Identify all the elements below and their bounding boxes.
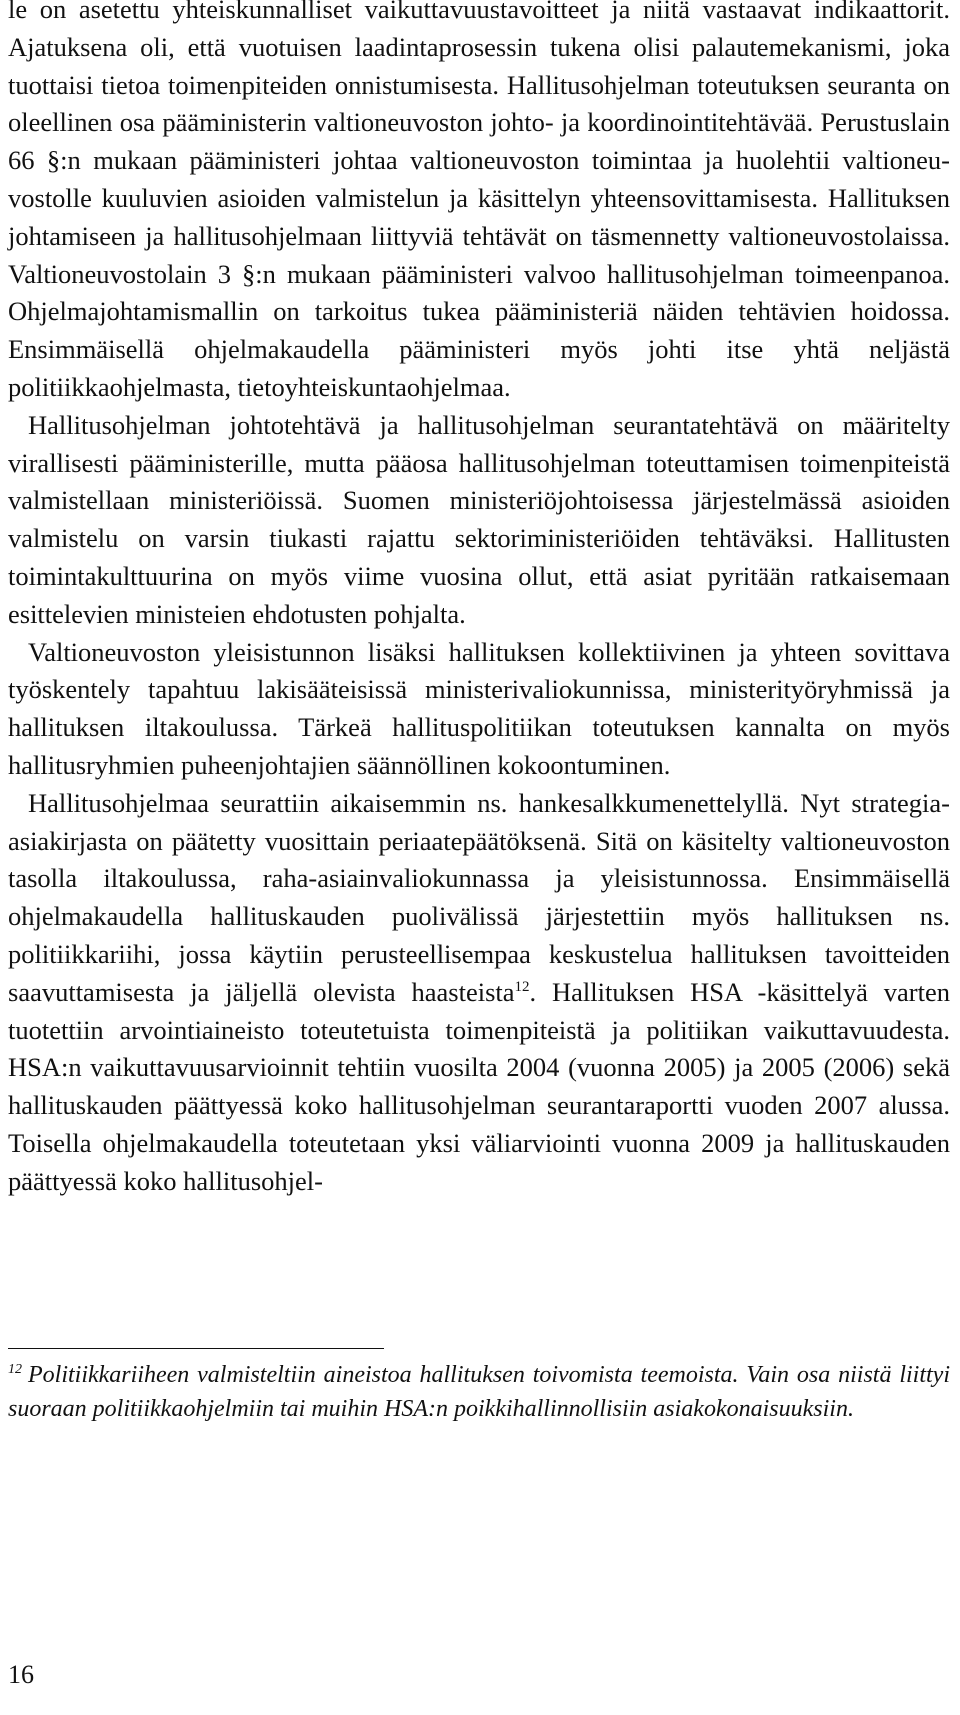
footnote-text: Politiikkariiheen valmisteltiin aineistoa hallituksen toivomista teemoista. Vain osa niistä liittyi suoraan politiikkaohjelmiin tai muihin HSA:n poikkihallinnollisiin asiakokonaisuuksiin. (8, 1362, 950, 1422)
paragraph-4 (8, 785, 950, 1201)
paragraph-1: le on asetettu yhteiskunnalliset vaikuttavuustavoitteet ja niitä vastaavat indikaattorit. Ajatuksena oli, että vuotuisen laadintaprosessin tukena olisi palautemekanismi, joka tuottaisi tietoa toimenpiteiden onnistumisesta. Hallitusohjelman toteutuksen seuranta on oleellinen osa pääministerin valtioneuvoston johto- ja koordinointitehtävää. Perustuslain 66 §:n mukaan pääministeri johtaa valtioneuvoston toimintaa ja huolehtii valtioneuvostolle kuuluvien asioiden valmistelun ja käsittelyn yhteensovittamisesta. Hallituksen johtamiseen ja hallitusohjelmaan liittyviä tehtävät on täsmennetty valtioneuvostolaissa. Valtioneuvostolain 3 §:n mukaan pääministeri valvoo hallitusohjelman toimeenpanoa. Ohjelmajohtamismallin on tarkoitus tukea pääministeriä näiden tehtävien hoidossa. Ensimmäisellä ohjelmakaudella pääministeri myös johti itse yhtä neljästä politiikkaohjelmasta, tietoyhteiskuntaohjelmaa. (8, 0, 950, 402)
document-body (8, 0, 950, 1201)
paragraph-2: Hallitusohjelman johtotehtävä ja hallitusohjelman seurantatehtävä on määritelty virallisesti pääministerille, mutta pääosa hallitusohjelman toteuttamisen toimenpiteistä valmistellaan ministeriöissä. Suomen ministeriöjohtoisessa järjestelmässä asioiden valmistelu on varsin tiukasti rajattu sektoriministeriöiden tehtäväksi. Hallitusten toimintakulttuurina on myös viime vuosina ollut, että asiat pyritään ratkaisemaan esittelevien ministeien ehdotusten pohjalta. (8, 409, 950, 629)
page-number: 16 (8, 1660, 34, 1689)
footnote-divider (8, 1348, 384, 1349)
paragraph-3: Valtioneuvoston yleisistunnon lisäksi hallituksen kollektiivinen ja yhteen sovittava työskentely tapahtuu lakisääteisissä ministerivaliokunnissa, ministerityöryhmissä ja hallituksen iltakoulussa. Tärkeä hallituspolitiikan toteutuksen kannalta on myös hallitusryhmien puheenjohtajien säännöllinen kokoontuminen. (8, 636, 950, 780)
paragraph-4-continuation: . Hallituksen HSA -käsittelyä varten tuotettiin arvointiaineisto toteutetuista toimenpiteistä ja politiikan vaikuttavuudesta. HSA:n vaikuttavuusarvioinnit tehtiin vuosilta 2004 (vuonna 2005) ja 2005 (2006) sekä hallituskauden päättyessä koko hallitusohjelman seurantaraportti vuoden 2007 alussa. Toisella ohjelmakaudella toteutetaan yksi väliarviointi vuonna 2009 ja hallituskauden päättyessä koko hallitusohjel- (8, 976, 950, 1196)
footnote-reference[interactable]: 12 (514, 978, 530, 995)
footnote-number: 12 (8, 1362, 22, 1377)
footnote-12 (8, 1358, 950, 1426)
paragraph-4-text: Hallitusohjelmaa seurattiin aikaisemmin ns. hankesalkkumenettelyllä. Nyt strategia-asiakirjasta on päätetty vuosittain periaatepäätöksenä. Sitä on käsitelty valtioneuvoston tasolla iltakoulussa, raha-asiainvaliokunnassa ja yleisistunnossa. Ensimmäisellä ohjelmakaudella hallituskauden puolivälissä järjestettiin myös hallituksen ns. politiikkariihi, jossa käytiin perusteellisempaa keskustelua hallituksen tavoitteiden saavuttamisesta ja jäljellä olevista haasteista (8, 787, 950, 1007)
